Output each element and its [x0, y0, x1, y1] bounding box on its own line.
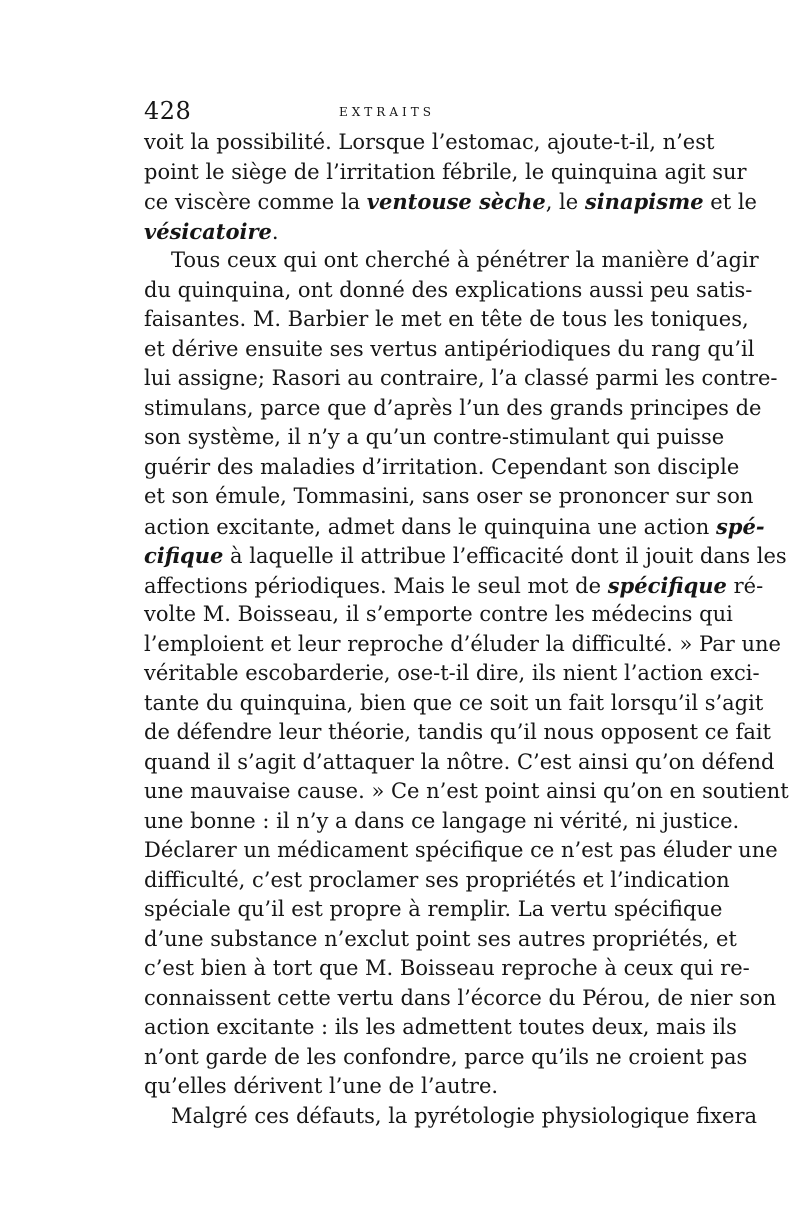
text-line: véritable escobarderie, ose-t-il dire, ils nient l’action exci-: [144, 661, 760, 685]
text-line: spéciale qu’il est propre à remplir. La vertu spécifique: [144, 897, 723, 921]
italic-term: sinapisme: [584, 189, 704, 214]
text-line: ce viscère comme la ventouse sèche, le sinapisme et le: [144, 189, 757, 214]
page-header: [144, 96, 654, 126]
text-line: lui assigne; Rasori au contraire, l’a classé parmi les contre-: [144, 366, 778, 390]
text-line: tante du quinquina, bien que ce soit un fait lorsqu’il s’agit: [144, 690, 764, 715]
text-line: faisantes. M. Barbier le met en tête de tous les toniques,: [144, 307, 749, 331]
text-line: quand il s’agit d’attaquer la nôtre. C’est ainsi qu’on défend: [144, 749, 775, 774]
text-line: son système, il n’y a qu’un contre-stimulant qui puisse: [144, 425, 725, 449]
text-line: c’est bien à tort que M. Boisseau reproche à ceux qui re-: [144, 956, 750, 980]
text-line: cifique à laquelle il attribue l’efficacité dont il jouit dans les: [144, 543, 787, 568]
text-line: de défendre leur théorie, tandis qu’il nous opposent ce fait: [144, 720, 771, 744]
text-line: vésicatoire.: [144, 218, 279, 244]
text-line: du quinquina, ont donné des explications aussi peu satis-: [144, 277, 753, 302]
text-line: d’une substance n’exclut point ses autres propriétés, et: [144, 926, 737, 951]
running-head: EXTRAITS: [339, 105, 435, 119]
text-line: action excitante : ils les admettent toutes deux, mais ils: [144, 1015, 737, 1039]
italic-term: spécifique: [607, 572, 727, 598]
text-line: l’emploient et leur reproche d’éluder la difficulté. » Par une: [144, 631, 781, 656]
page-number: 428: [144, 97, 192, 125]
italic-term: vésicatoire: [144, 218, 272, 244]
italic-term: spé-: [715, 513, 765, 539]
text-line: difficulté, c’est proclamer ses propriétés et l’indication: [144, 867, 730, 892]
italic-term: ventouse sèche: [366, 189, 546, 214]
text-line: voit la possibilité. Lorsque l’estomac, ajoute-t-il, n’est: [144, 130, 715, 154]
body-text: [144, 128, 789, 1131]
text-line: une mauvaise cause. » Ce n’est point ainsi qu’on en soutient: [144, 779, 789, 803]
text-line: qu’elles dérivent l’une de l’autre.: [144, 1074, 499, 1098]
text-line: point le siège de l’irritation fébrile, le quinquina agit sur: [144, 159, 747, 184]
text-line: volte M. Boisseau, il s’emporte contre les médecins qui: [144, 602, 733, 626]
text-line: stimulans, parce que d’après l’un des grands principes de: [144, 395, 762, 420]
text-line: et son émule, Tommasini, sans oser se prononcer sur son: [144, 484, 754, 508]
text-line: connaissent cette vertu dans l’écorce du Pérou, de nier son: [144, 985, 777, 1010]
text-line: n’ont garde de les confondre, parce qu’ils ne croient pas: [144, 1044, 748, 1069]
text-line: guérir des maladies d’irritation. Cependant son disciple: [144, 454, 740, 479]
text-line: et dérive ensuite ses vertus antipériodiques du rang qu’il: [144, 336, 755, 361]
text-line: action excitante, admet dans le quinquina une action spé-: [144, 513, 765, 539]
text-line: une bonne : il n’y a dans ce langage ni vérité, ni justice.: [144, 808, 740, 833]
paragraph-first-line: Tous ceux qui ont cherché à pénétrer la manière d’agir: [171, 248, 759, 272]
text-line: Déclarer un médicament spécifique ce n’est pas éluder une: [144, 838, 778, 862]
paragraph-first-line: Malgré ces défauts, la pyrétologie physiologique fixera: [171, 1103, 758, 1128]
italic-term: cifique: [144, 543, 224, 568]
text-line: affections périodiques. Mais le seul mot de spécifique ré-: [144, 572, 764, 598]
